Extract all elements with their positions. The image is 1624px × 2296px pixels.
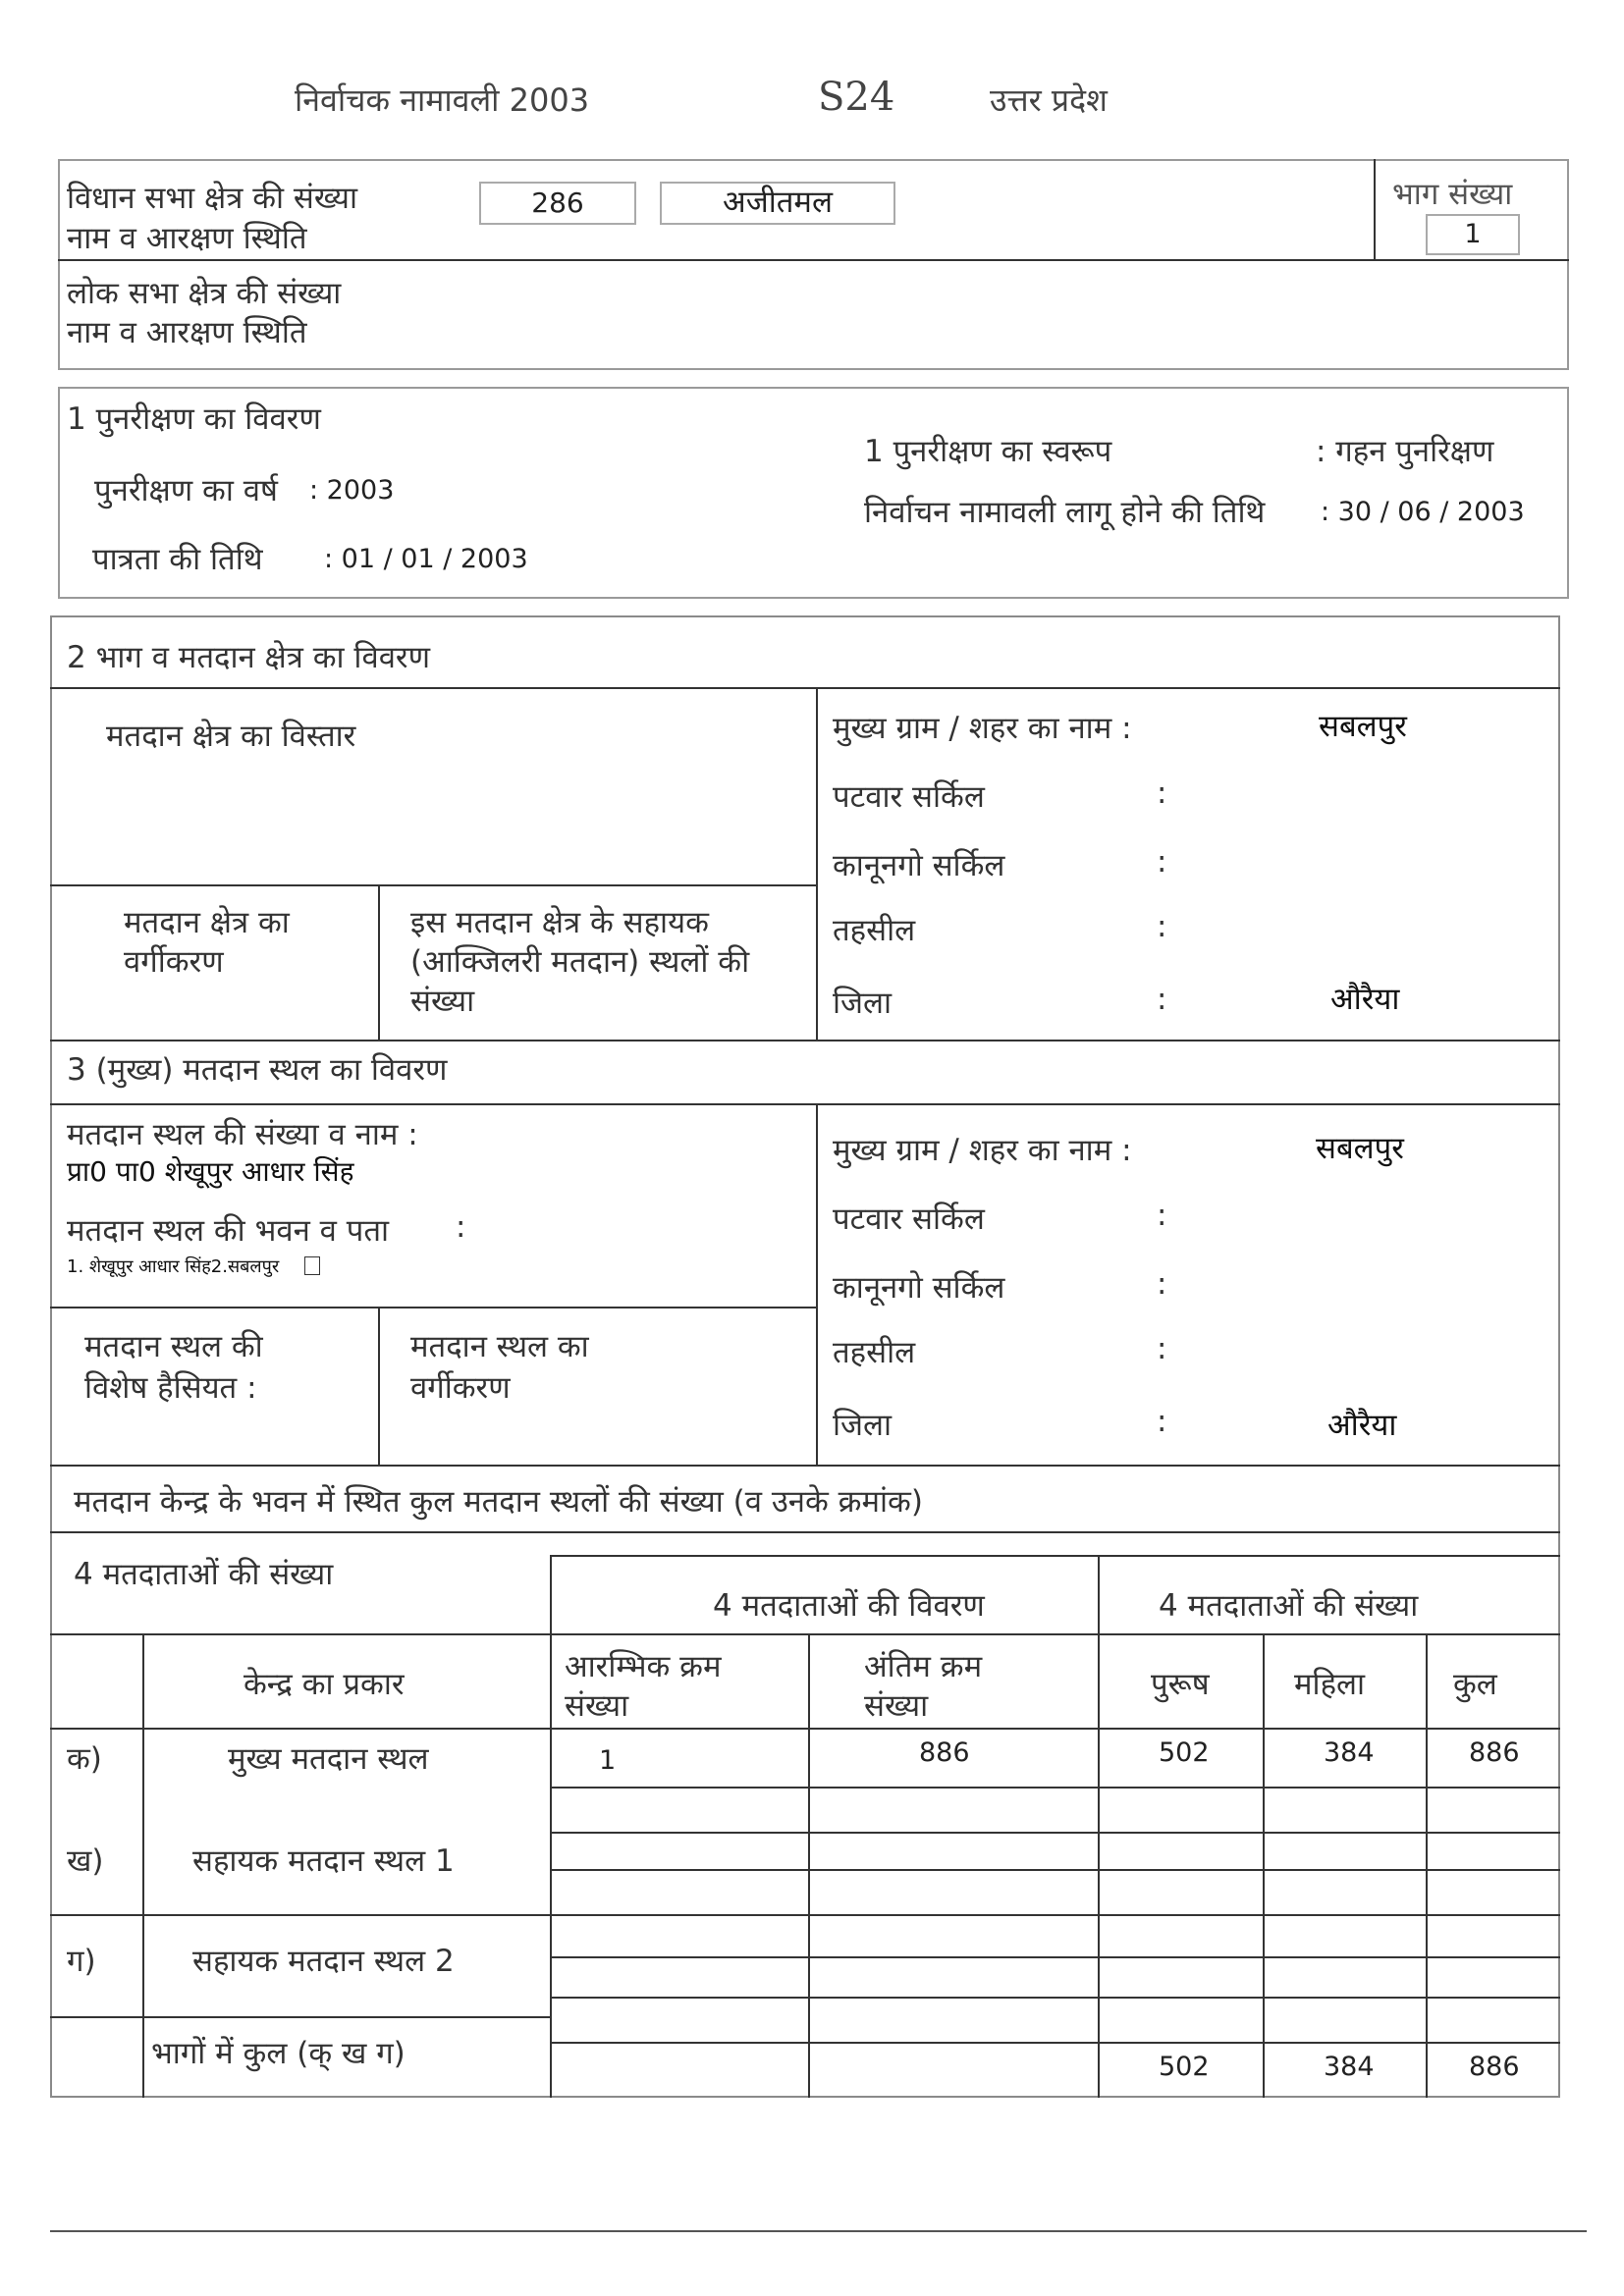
missing-glyph-box bbox=[304, 1256, 320, 1275]
assembly-label-line2: नाम व आरक्षण स्थिति bbox=[67, 221, 307, 256]
part-number-divider bbox=[1374, 159, 1376, 260]
station-tehsil-label: तहसील bbox=[833, 1335, 916, 1370]
row-aux2-mark: ग) bbox=[67, 1944, 96, 1979]
revision-year-value: : 2003 bbox=[309, 475, 395, 506]
station-village-label: मुख्य ग्राम / शहर का नाम : bbox=[833, 1133, 1132, 1168]
station-patwar-colon: : bbox=[1157, 1198, 1167, 1233]
row-main-end: 886 bbox=[919, 1737, 970, 1768]
row-aux1-type: सहायक मतदान स्थल 1 bbox=[192, 1843, 455, 1879]
part-tehsil-colon: : bbox=[1157, 909, 1167, 944]
row-main-female: 384 bbox=[1324, 1737, 1375, 1768]
part-patwar-label: पटवार सर्किल bbox=[833, 779, 985, 815]
station-patwar-label: पटवार सर्किल bbox=[833, 1201, 985, 1237]
part-number-label: भाग संख्या bbox=[1392, 177, 1513, 212]
area-extent-label: मतदान क्षेत्र का विस्तार bbox=[106, 719, 356, 754]
auxiliary-count-line3: संख्या bbox=[410, 984, 475, 1019]
parliament-label-line2: नाम व आरक्षण स्थिति bbox=[67, 315, 307, 350]
parliament-label-line1: लोक सभा क्षेत्र की संख्या bbox=[67, 276, 342, 311]
station-kanungo-colon: : bbox=[1157, 1266, 1167, 1302]
col-start-serial-line1: आरम्भिक क्रम bbox=[565, 1649, 722, 1684]
voters-group-count: 4 मतदाताओं की संख्या bbox=[1159, 1588, 1419, 1624]
row-main-male: 502 bbox=[1159, 1737, 1210, 1768]
revision-nature-label: 1 पुनरीक्षण का स्वरूप bbox=[864, 434, 1112, 469]
part-patwar-colon: : bbox=[1157, 775, 1167, 811]
assembly-name-field: अजीतमल bbox=[660, 182, 895, 225]
area-classification-line2: वर्गीकरण bbox=[124, 944, 224, 980]
part-village-label: मुख्य ग्राम / शहर का नाम : bbox=[833, 711, 1132, 746]
effective-date-label: निर्वाचन नामावली लागू होने की तिथि bbox=[864, 495, 1266, 530]
station-class-line1: मतदान स्थल का bbox=[410, 1329, 589, 1364]
row-aux2-type: सहायक मतदान स्थल 2 bbox=[192, 1944, 455, 1979]
station-district-value: औरैया bbox=[1327, 1408, 1397, 1443]
station-class-line2: वर्गीकरण bbox=[410, 1370, 511, 1406]
row-aux1-mark: ख) bbox=[67, 1843, 104, 1879]
row-total-female: 384 bbox=[1324, 2052, 1375, 2082]
station-status-line2: विशेष हैसियत : bbox=[84, 1370, 257, 1406]
revision-heading: 1 पुनरीक्षण का विवरण bbox=[67, 401, 321, 437]
station-village-value: सबलपुर bbox=[1316, 1131, 1404, 1166]
row-main-start: 1 bbox=[599, 1745, 617, 1776]
state-name: उत्तर प्रदेश bbox=[990, 81, 1108, 119]
station-district-label: जिला bbox=[833, 1408, 893, 1443]
part-tehsil-label: तहसील bbox=[833, 913, 916, 948]
part-district-label: जिला bbox=[833, 986, 893, 1021]
row-total-total: 886 bbox=[1469, 2052, 1520, 2082]
station-district-colon: : bbox=[1157, 1404, 1167, 1439]
polling-station-heading: 3 (मुख्य) मतदान स्थल का विवरण bbox=[67, 1052, 448, 1088]
eligibility-date-label: पात्रता की तिथि bbox=[92, 542, 263, 577]
col-end-serial-line1: अंतिम क्रम bbox=[864, 1649, 983, 1684]
auxiliary-count-line1: इस मतदान क्षेत्र के सहायक bbox=[410, 905, 709, 940]
footer-rule bbox=[50, 2230, 1587, 2232]
col-female: महिला bbox=[1294, 1667, 1366, 1702]
assembly-label-line1: विधान सभा क्षेत्र की संख्या bbox=[67, 181, 358, 216]
area-classification-line1: मतदान क्षेत्र का bbox=[124, 905, 290, 940]
row-main-total: 886 bbox=[1469, 1737, 1520, 1768]
eligibility-date-value: : 01 / 01 / 2003 bbox=[324, 544, 528, 574]
col-end-serial-line2: संख्या bbox=[864, 1688, 929, 1724]
centre-note: मतदान केन्द्र के भवन में स्थित कुल मतदान स्थलों की संख्या (व उनके क्रमांक) bbox=[74, 1484, 923, 1520]
part-kanungo-colon: : bbox=[1157, 844, 1167, 880]
part-kanungo-label: कानूनगो सर्किल bbox=[833, 848, 1005, 883]
col-male: पुरूष bbox=[1151, 1667, 1210, 1702]
part-number-field: 1 bbox=[1426, 214, 1520, 255]
revision-year-label: पुनरीक्षण का वर्ष bbox=[94, 473, 278, 508]
voters-heading: 4 मतदाताओं की संख्या bbox=[74, 1557, 334, 1592]
part-village-value: सबलपुर bbox=[1319, 709, 1407, 744]
part-district-colon: : bbox=[1157, 982, 1167, 1017]
revision-nature-value: : गहन पुनरिक्षण bbox=[1316, 434, 1494, 469]
part-district-value: औरैया bbox=[1330, 982, 1400, 1017]
assembly-divider bbox=[58, 259, 1569, 261]
assembly-number-field: 286 bbox=[479, 182, 636, 225]
auxiliary-count-line2: (आक्जिलरी मतदान) स्थलों की bbox=[410, 944, 750, 980]
station-number-name-value: प्रा0 पा0 शेखूपुर आधार सिंह bbox=[67, 1155, 354, 1188]
effective-date-value: : 30 / 06 / 2003 bbox=[1321, 497, 1525, 527]
row-total-label: भागों में कुल (क् ख ग) bbox=[151, 2036, 406, 2071]
station-kanungo-label: कानूनगो सर्किल bbox=[833, 1270, 1005, 1306]
roll-title: निर्वाचक नामावली 2003 bbox=[295, 81, 590, 119]
row-total-male: 502 bbox=[1159, 2052, 1210, 2082]
station-building-colon: : bbox=[456, 1209, 466, 1245]
row-main-mark: क) bbox=[67, 1741, 102, 1777]
station-status-line1: मतदान स्थल की bbox=[84, 1329, 263, 1364]
col-centre-type: केन्द्र का प्रकार bbox=[244, 1667, 405, 1702]
col-total: कुल bbox=[1453, 1667, 1497, 1702]
voters-group-details: 4 मतदाताओं की विवरण bbox=[713, 1588, 985, 1624]
roll-code: S24 bbox=[818, 75, 895, 120]
col-start-serial-line2: संख्या bbox=[565, 1688, 629, 1724]
station-building-label: मतदान स्थल की भवन व पता bbox=[67, 1213, 390, 1249]
station-number-name-label: मतदान स्थल की संख्या व नाम : bbox=[67, 1117, 418, 1152]
row-main-type: मुख्य मतदान स्थल bbox=[228, 1741, 429, 1777]
station-tehsil-colon: : bbox=[1157, 1331, 1167, 1366]
station-building-value: 1. शेखूपुर आधार सिंह2.सबलपुर bbox=[67, 1256, 280, 1277]
part-details-heading: 2 भाग व मतदान क्षेत्र का विवरण bbox=[67, 640, 431, 675]
